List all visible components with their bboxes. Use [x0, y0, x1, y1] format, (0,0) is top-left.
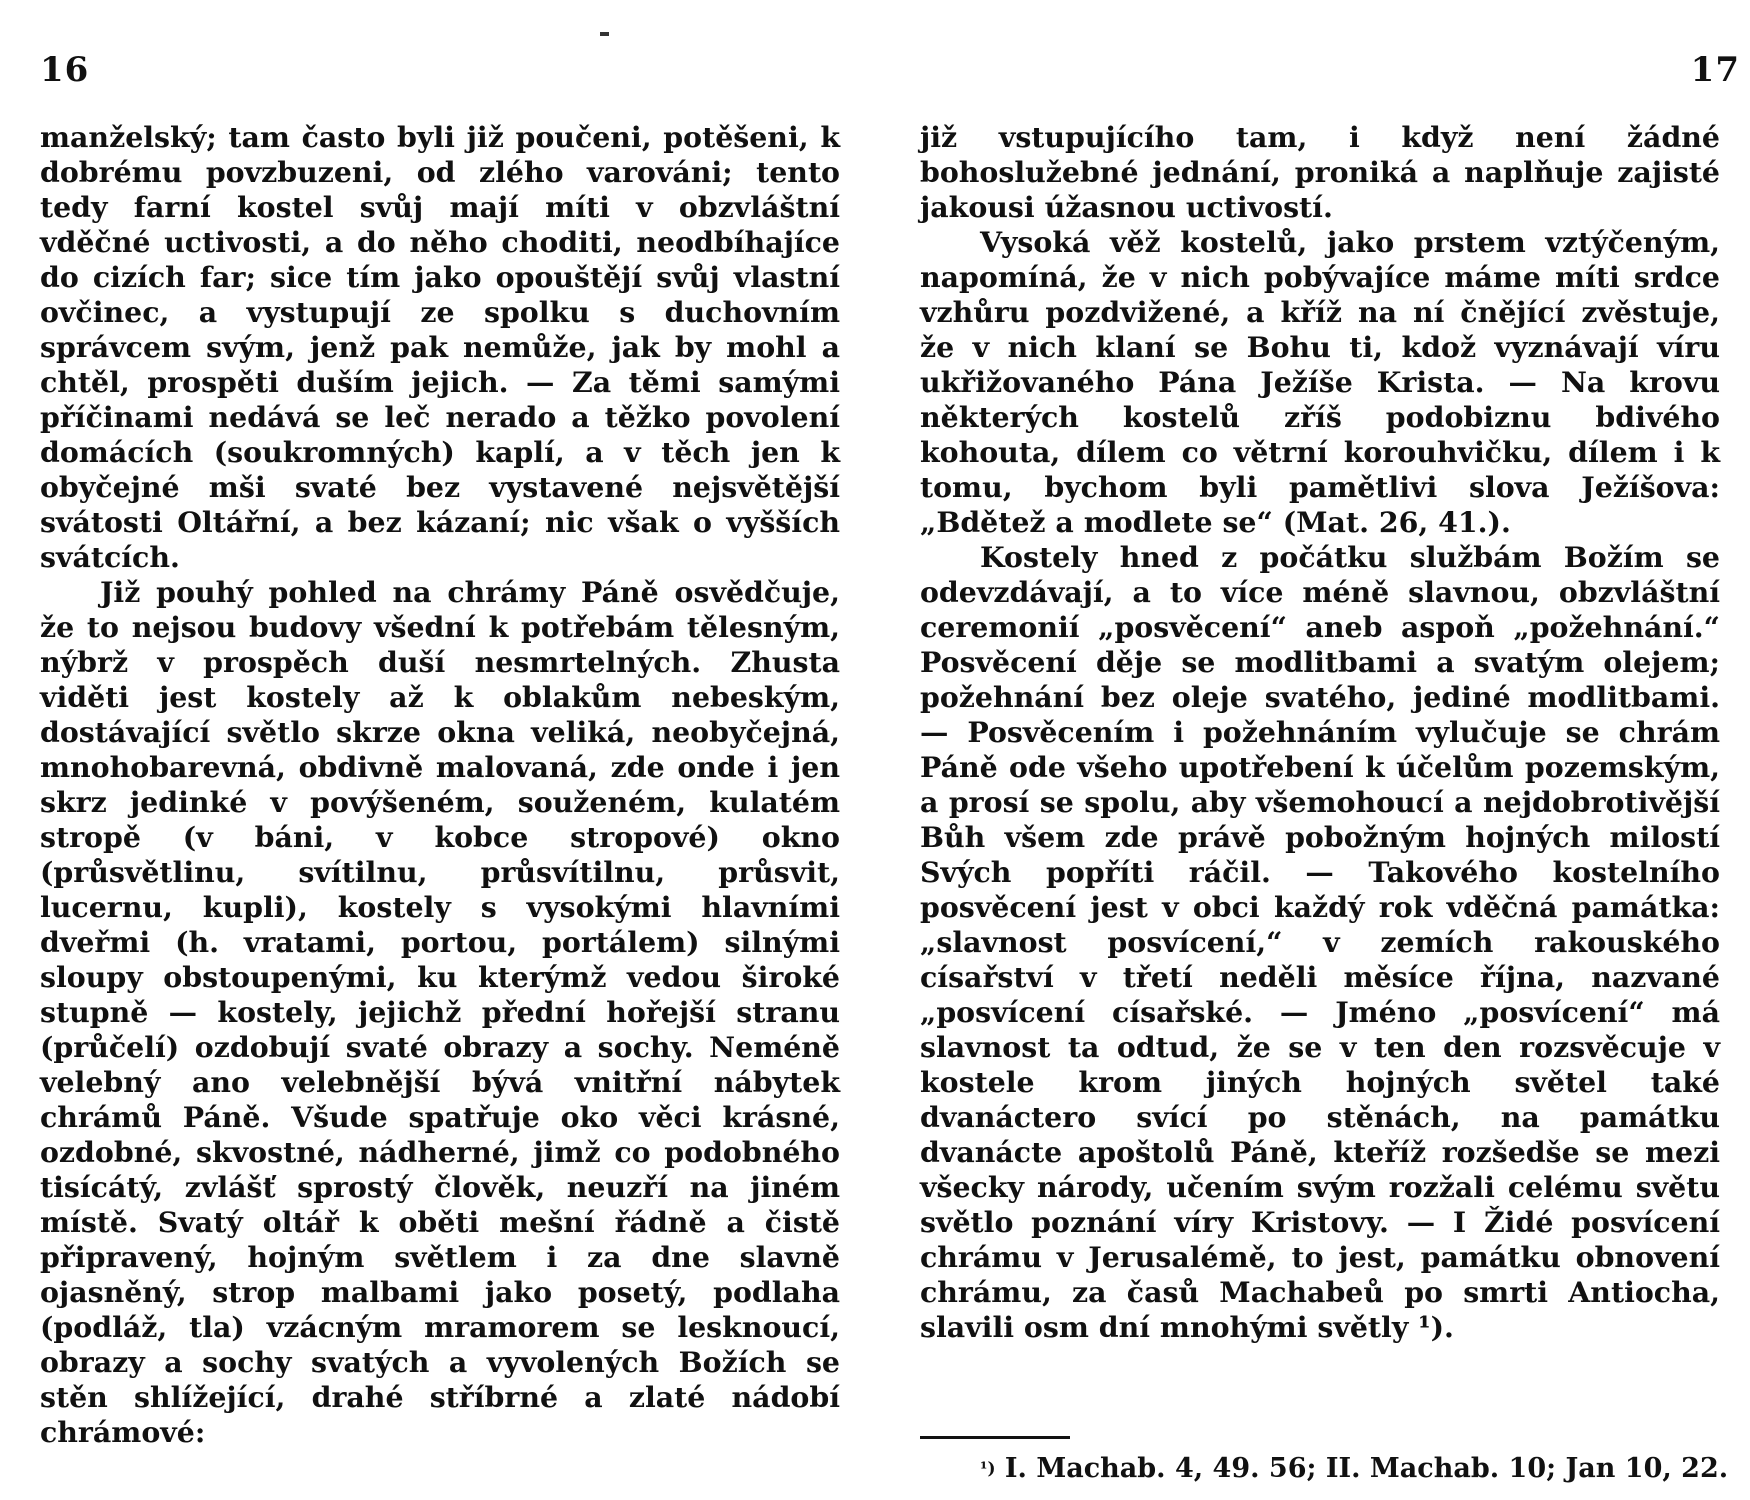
paragraph: Kostely hned z počátku službám Božím se odevzdávají, a to více méně slavnou, obzvláštní ceremonií „posvěcení“ aneb aspoň „požehnání.“ Posvěcení děje se modlitbami a svatým olejem; požehnání bez oleje svatého, jediné modlitbami. — Posvěcením i požehnáním vylučuje se chrám Páně ode všeho upotřebení k účelům pozemským, a prosí se spolu, aby všemohoucí a nejdobrotivější Bůh všem zde právě pobožným hojných milostí Svých popříti ráčil. — Takového kostelního posvěcení jest v obci každý rok vděčná památka: „slavnost posvícení,“ v zemích rakouského císařství v třetí neděli měsíce října, nazvané „posvícení císařské. — Jméno „posvícení“ má slavnost ta odtud, že se v ten den rozsvěcuje v kostele krom jiných hojných světel také dvanáctero svící po stěnách, na památku dvanácte apoštolů Páně, kteříž rozšedše se mezi všecky národy, učením svým rozžali celému světu světlo poznání víry Kristovy. — I Židé posvícení chrámu v Jerusalémě, to jest, památku obnovení chrámu, za časů Machabeů po smrti Antiocha, slavili osm dní mnohými světly ¹). — [920, 540, 1720, 1344]
page-number-left: 16 — [40, 50, 90, 90]
paragraph: Již pouhý pohled na chrámy Páně osvědčuje, že to nejsou budovy všední k potřebám tělesným, nýbrž v prospěch duší nesmrtelných. Zhusta viděti jest kostely až k oblakům nebeským, dostávající světlo skrze okna veliká, neobyčejná, mnohobarevná, obdivně malovaná, zde onde i jen skrz jedinké v povýšeném, souženém, kulatém stropě (v báni, v kobce stropové) okno (průsvětlinu, svítilnu, průsvítilnu, průsvit, lucernu, kupli), kostely s vysokými hlavními dveřmi (h. vratami, portou, portálem) silnými sloupy obstoupenými, ku kterýmž vedou široké stupně — kostely, jejichž přední hořejší stranu (průčelí) ozdobují svaté obrazy a sochy. Neméně velebný ano velebnější bývá vnitřní nábytek chrámů Páně. Všude spatřuje oko věci krásné, ozdobné, skvostné, nádherné, jimž co podobného tisícátý, zvlášť sprostý člověk, neuzří na jiném místě. Svatý oltář k oběti mešní řádně a čistě připravený, hojným světlem i za dne slavně ojasněný, strop malbami jako posetý, podlaha (podláž, tla) vzácným mramorem se lesknoucí, obrazy a sochy svatých a vyvolených Božích se stěn shlížející, drahé stříbrné a zlaté nádobí chrámové: — [40, 575, 840, 1449]
right-page-text — [920, 120, 1720, 1345]
left-page — [40, 40, 840, 1480]
page-number-right: 17 — [1690, 50, 1740, 90]
footnote-marker: ¹) — [980, 1459, 996, 1479]
right-page — [920, 40, 1740, 1484]
footnote — [980, 1452, 1740, 1486]
footnote-divider — [920, 1436, 1070, 1439]
footnote-text: I. Machab. 4, 49. 56; II. Machab. 10; Jan 10, 22. — [1004, 1453, 1729, 1484]
paragraph: již vstupujícího tam, i když není žádné bohoslužebné jednání, proniká a naplňuje zajisté jakousi úžasnou uctivostí. — [920, 120, 1720, 224]
left-page-text — [40, 120, 840, 1450]
paragraph: manželský; tam často byli již poučeni, potěšeni, k dobrému povzbuzeni, od zlého varováni; tento tedy farní kostel svůj mají míti v obzvláštní vděčné uctivosti, a do něho choditi, neodbíhajíce do cizích far; sice tím jako opouštějí svůj vlastní ovčinec, a vystupují ze spolku s duchovním správcem svým, jenž pak nemůže, jak by mohl a chtěl, prospěti duším jejich. — Za těmi samými příčinami nedává se leč nerado a těžko povolení domácích (soukromných) kaplí, a v těch jen k obyčejné mši svaté bez vystavené nejsvětější svátosti Oltářní, a bez kázaní; nic však o vyšších svátcích. — [40, 120, 840, 574]
paragraph: Vysoká věž kostelů, jako prstem vztýčeným, napomíná, že v nich pobývajíce máme míti srdce vzhůru pozdvižené, a kříž na ní čnějící zvěstuje, že v nich klaní se Bohu ti, kdož vyznávají víru ukřižovaného Pána Ježíše Krista. — Na krovu některých kostelů zříš podobiznu bdivého kohouta, dílem co větrní korouhvičku, dílem i k tomu, bychom byli pamětlivi slova Ježíšova: „Bdětež a modlete se“ (Mat. 26, 41.). — [920, 225, 1720, 539]
print-mark — [600, 32, 609, 36]
